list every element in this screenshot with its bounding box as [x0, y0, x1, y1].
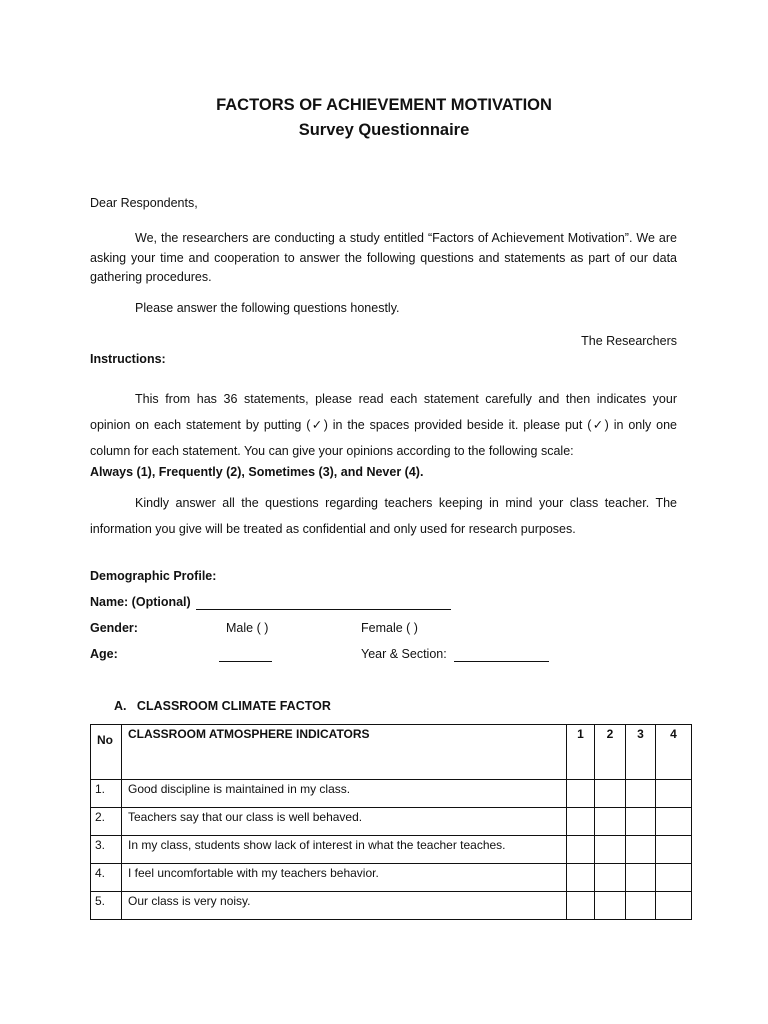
- row-statement: Teachers say that our class is well behaved.: [122, 808, 567, 836]
- header-scale-4: 4: [656, 725, 692, 780]
- section-a-heading: A. CLASSROOM CLIMATE FACTOR: [114, 699, 331, 713]
- year-section-blank[interactable]: [454, 647, 549, 662]
- header-scale-3: 3: [626, 725, 656, 780]
- table-row: [91, 836, 692, 864]
- table-row: [91, 808, 692, 836]
- table-row: [91, 780, 692, 808]
- row-statement: Good discipline is maintained in my class.: [122, 780, 567, 808]
- rating-cell-4[interactable]: [656, 836, 692, 864]
- name-label: Name: (Optional): [90, 595, 191, 609]
- salutation: Dear Respondents,: [90, 196, 198, 210]
- table-row: [91, 864, 692, 892]
- male-option[interactable]: Male ( ): [226, 621, 269, 635]
- row-number: 4.: [91, 864, 122, 892]
- rating-cell-1[interactable]: [567, 780, 595, 808]
- header-indicators: CLASSROOM ATMOSPHERE INDICATORS: [122, 725, 567, 780]
- instructions-paragraph: This from has 36 statements, please read each statement carefully and then indicates your opinion on each statement by putting (✓) in the spaces provided beside it. please put (✓) in only one column for each statement. You can give your opinions according to the following scale:: [90, 392, 677, 458]
- rating-cell-3[interactable]: [626, 780, 656, 808]
- classroom-atmosphere-table: [90, 724, 692, 920]
- row-number: 3.: [91, 836, 122, 864]
- age-blank[interactable]: [219, 647, 272, 662]
- document-subtitle: Survey Questionnaire: [298, 121, 470, 139]
- rating-cell-3[interactable]: [626, 836, 656, 864]
- rating-cell-3[interactable]: [626, 864, 656, 892]
- row-number: 1.: [91, 780, 122, 808]
- rating-cell-1[interactable]: [567, 892, 595, 920]
- name-field[interactable]: [90, 595, 451, 610]
- instructions-heading: Instructions:: [90, 352, 166, 366]
- intro-paragraph: We, the researchers are conducting a study entitled “Factors of Achievement Motivation”. We are asking your time and cooperation to answer the following questions and statements as part of our data gathering procedures.: [90, 231, 677, 284]
- name-blank[interactable]: [196, 595, 451, 610]
- rating-cell-2[interactable]: [595, 836, 626, 864]
- rating-cell-4[interactable]: [656, 892, 692, 920]
- rating-cell-4[interactable]: [656, 864, 692, 892]
- rating-cell-3[interactable]: [626, 808, 656, 836]
- rating-cell-2[interactable]: [595, 892, 626, 920]
- gender-label: Gender:: [90, 621, 138, 635]
- row-statement: In my class, students show lack of interest in what the teacher teaches.: [122, 836, 567, 864]
- rating-cell-4[interactable]: [656, 808, 692, 836]
- rating-cell-3[interactable]: [626, 892, 656, 920]
- age-label: Age:: [90, 647, 118, 661]
- rating-cell-2[interactable]: [595, 808, 626, 836]
- rating-cell-1[interactable]: [567, 864, 595, 892]
- header-no: No: [91, 725, 122, 780]
- rating-scale: Always (1), Frequently (2), Sometimes (3), and Never (4).: [90, 465, 424, 479]
- female-option[interactable]: Female ( ): [361, 621, 418, 635]
- rating-cell-4[interactable]: [656, 780, 692, 808]
- header-scale-1: 1: [567, 725, 595, 780]
- demographic-heading: Demographic Profile:: [90, 569, 217, 583]
- signature: The Researchers: [581, 334, 677, 348]
- row-number: 2.: [91, 808, 122, 836]
- row-statement: Our class is very noisy.: [122, 892, 567, 920]
- table-row: [91, 892, 692, 920]
- row-statement: I feel uncomfortable with my teachers behavior.: [122, 864, 567, 892]
- rating-cell-1[interactable]: [567, 808, 595, 836]
- table-header-row: [91, 725, 692, 780]
- rating-cell-2[interactable]: [595, 864, 626, 892]
- year-section-field[interactable]: [361, 647, 549, 662]
- rating-cell-2[interactable]: [595, 780, 626, 808]
- header-scale-2: 2: [595, 725, 626, 780]
- row-number: 5.: [91, 892, 122, 920]
- document-title: FACTORS OF ACHIEVEMENT MOTIVATION: [216, 96, 552, 114]
- rating-cell-1[interactable]: [567, 836, 595, 864]
- confidentiality-paragraph: Kindly answer all the questions regarding teachers keeping in mind your class teacher. The information you give will be treated as confidential and only used for research purposes.: [90, 496, 677, 536]
- honesty-request: Please answer the following questions honestly.: [135, 301, 400, 315]
- year-section-label: Year & Section:: [361, 647, 447, 661]
